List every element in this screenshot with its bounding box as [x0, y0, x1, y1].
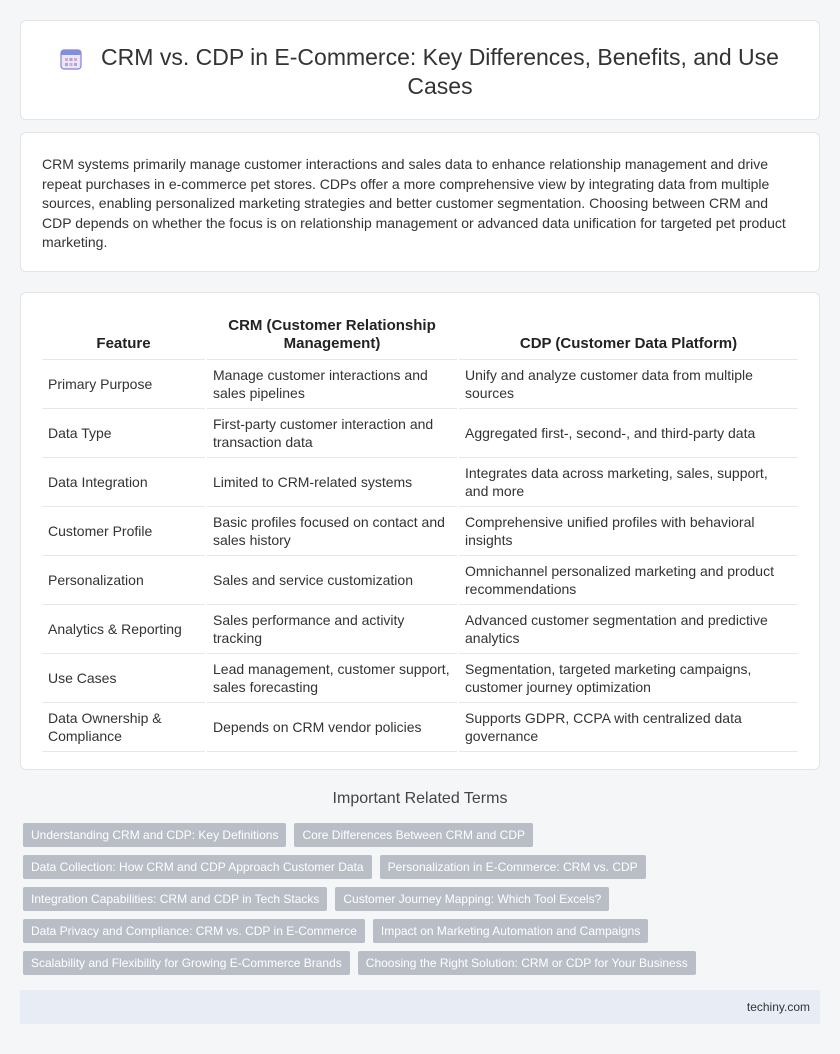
cdp-cell: Advanced customer segmentation and predictive analytics: [458, 605, 798, 654]
footer: [20, 990, 820, 1024]
related-term-tag[interactable]: Customer Journey Mapping: Which Tool Excels?: [335, 887, 609, 911]
cdp-cell: Supports GDPR, CCPA with centralized data governance: [458, 703, 798, 752]
comparison-table: [42, 313, 798, 752]
crm-cell: First-party customer interaction and transaction data: [206, 409, 458, 458]
related-term-tag[interactable]: Data Privacy and Compliance: CRM vs. CDP in E-Commerce: [23, 919, 365, 943]
related-terms-heading: Important Related Terms: [332, 790, 508, 807]
cdp-cell: Unify and analyze customer data from multiple sources: [458, 360, 798, 409]
related-terms-list: [23, 823, 823, 983]
crm-cell: Manage customer interactions and sales pipelines: [206, 360, 458, 409]
crm-cell: Depends on CRM vendor policies: [206, 703, 458, 752]
cdp-cell: Aggregated first-, second-, and third-party data: [458, 409, 798, 458]
crm-cell: Lead management, customer support, sales forecasting: [206, 654, 458, 703]
related-term-tag[interactable]: Personalization in E-Commerce: CRM vs. CDP: [380, 855, 646, 879]
crm-cell: Limited to CRM-related systems: [206, 458, 458, 507]
footer-site[interactable]: techiny.com: [746, 1000, 810, 1014]
table-row: [42, 507, 798, 556]
table-row: [42, 556, 798, 605]
feature-cell: Personalization: [42, 556, 206, 605]
feature-cell: Data Type: [42, 409, 206, 458]
table-row: [42, 360, 798, 409]
crm-cell: Sales performance and activity tracking: [206, 605, 458, 654]
feature-cell: Analytics & Reporting: [42, 605, 206, 654]
table-row: [42, 409, 798, 458]
feature-cell: Customer Profile: [42, 507, 206, 556]
related-term-tag[interactable]: Core Differences Between CRM and CDP: [294, 823, 533, 847]
cdp-cell: Comprehensive unified profiles with behavioral insights: [458, 507, 798, 556]
summary-text: CRM systems primarily manage customer interactions and sales data to enhance relationship management and drive repeat purchases in e-commerce pet stores. CDPs offer a more comprehensive view by integrating data from multiple sources, enabling personalized marketing strategies and better customer segmentation. Choosing between CRM and CDP depends on whether the focus is on relationship management or advanced data unification for targeted pet product marketing.: [42, 156, 786, 251]
title-card: [20, 20, 820, 120]
page-title: CRM vs. CDP in E-Commerce: Key Differences, Benefits, and Use Cases: [101, 44, 779, 99]
table-header-row: [42, 313, 798, 360]
table-row: [42, 605, 798, 654]
cdp-cell: Integrates data across marketing, sales, support, and more: [458, 458, 798, 507]
summary-card: [20, 132, 820, 272]
related-term-tag[interactable]: Understanding CRM and CDP: Key Definitions: [23, 823, 286, 847]
feature-cell: Use Cases: [42, 654, 206, 703]
crm-cell: Sales and service customization: [206, 556, 458, 605]
table-row: [42, 458, 798, 507]
comparison-card: [20, 292, 820, 770]
table-row: [42, 654, 798, 703]
related-term-tag[interactable]: Integration Capabilities: CRM and CDP in Tech Stacks: [23, 887, 327, 911]
related-term-tag[interactable]: Choosing the Right Solution: CRM or CDP for Your Business: [358, 951, 696, 975]
related-term-tag[interactable]: Data Collection: How CRM and CDP Approach Customer Data: [23, 855, 372, 879]
header-feature: Feature: [42, 313, 206, 360]
related-term-tag[interactable]: Scalability and Flexibility for Growing E-Commerce Brands: [23, 951, 350, 975]
cdp-cell: Segmentation, targeted marketing campaigns, customer journey optimization: [458, 654, 798, 703]
header-crm: CRM (Customer Relationship Management): [206, 313, 458, 360]
header-cdp: CDP (Customer Data Platform): [458, 313, 798, 360]
feature-cell: Data Integration: [42, 458, 206, 507]
cdp-cell: Omnichannel personalized marketing and product recommendations: [458, 556, 798, 605]
related-term-tag[interactable]: Impact on Marketing Automation and Campaigns: [373, 919, 648, 943]
crm-cell: Basic profiles focused on contact and sales history: [206, 507, 458, 556]
feature-cell: Primary Purpose: [42, 360, 206, 409]
table-row: [42, 703, 798, 752]
feature-cell: Data Ownership & Compliance: [42, 703, 206, 752]
